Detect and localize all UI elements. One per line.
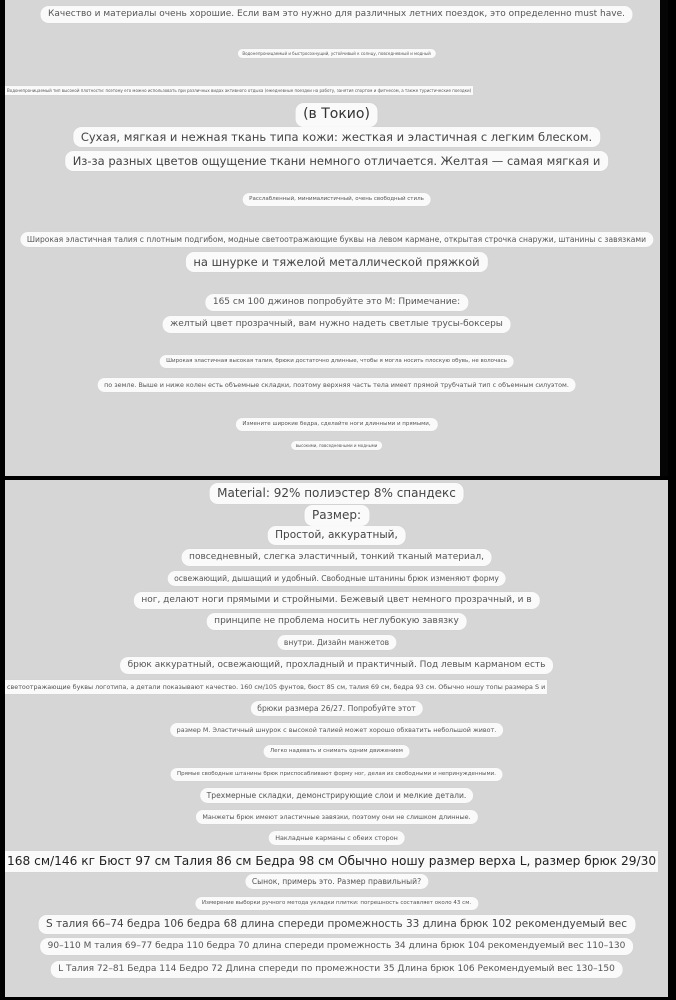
text-line: брюки размера 26/27. Попробуйте этот — [250, 701, 422, 716]
text-line: Широкая эластичная высокая талия, брюки достаточно длинные, чтобы я могла носить плоскую обувь, не волочась — [159, 355, 514, 368]
text-line: Качество и материалы очень хорошие. Если вам это нужно для различных летних поездок, это определенно must have. — [40, 6, 633, 23]
text-line: (в Токио) — [295, 103, 378, 127]
text-line: освежающий, дышащий и удобный. Свободные штанины брюк изменяют форму — [167, 571, 506, 586]
text-line: 90–110 М талия 69–77 бедра 110 бедра 70 длина спереди промежность 34 длина брюк 104 рекомендуемый вес 110–130 — [40, 938, 634, 955]
text-line: Накладные карманы с обеих сторон — [268, 831, 405, 845]
text-line: Сынок, примерь это. Размер правильный? — [245, 874, 428, 889]
text-line: Простой, аккуратный, — [267, 526, 406, 545]
text-line: Сухая, мягкая и нежная ткань типа кожи: жесткая и эластичная с легким блеском. — [73, 127, 600, 147]
text-line: ног, делают ноги прямыми и стройными. Бежевый цвет немного прозрачный, и в — [133, 592, 539, 609]
text-line: брюк аккуратный, освежающий, прохладный и практичный. Под левым карманом есть — [120, 657, 554, 674]
text-line: повседневный, слегка эластичный, тонкий тканый материал, — [181, 549, 492, 566]
text-line: L Талия 72–81 Бедра 114 Бедро 72 Длина спереди по промежности 35 Длина брюк 106 Рекомендуемый вес 130–150 — [50, 961, 623, 978]
text-line: Водонепроницаемый и быстросохнущий, устойчивый к солнцу, повседневный и модный — [237, 49, 435, 58]
text-line: внутри. Дизайн манжетов — [277, 635, 396, 650]
upper-text-panel — [5, 0, 668, 476]
text-line: Material: 92% полиэстер 8% спандекс — [209, 483, 464, 504]
text-line: желтый цвет прозрачный, вам нужно надеть светлые трусы-боксеры — [162, 316, 511, 333]
text-line: принципе не проблема носить неглубокую завязку — [206, 613, 467, 630]
text-line: светоотражающие буквы логотипа, а детали показывают качество. 160 см/105 фунтов, бюст 85 см, талия 69 см, бедра 93 см. Обычно ношу топы размера S и — [5, 680, 547, 694]
text-line: Манжеты брюк имеют эластичные завязки, поэтому они не слишком длинные. — [195, 810, 477, 824]
text-line: Размер: — [304, 505, 369, 526]
text-line: по земле. Выше и ниже колен есть объемные складки, поэтому верхняя часть тела имеет прямой трубчатый тип с объемным силуэтом. — [97, 378, 576, 392]
text-line: Из-за разных цветов ощущение ткани немного отличается. Желтая — самая мягкая и — [65, 151, 609, 171]
lower-text-panel — [5, 480, 668, 997]
text-line: Прямые свободные штанины брюк приспосабливают форму ног, делая их свободными и непринужденными. — [170, 768, 503, 781]
text-line: Водонепроницаемый тип высокой плотности: поэтому его можно использовать при различных видах активного отдыха (ежедневные поездки на работу, занятия спортом и фитнесом, а также туристические поездки) — [7, 88, 472, 93]
text-line: Широкая эластичная талия с плотным подгибом, модные светоотражающие буквы на левом кармане, открытая строчка снаружи, штанины с завязками — [20, 232, 653, 247]
text-line: Расслабленный, минималистичный, очень свободный стиль — [242, 193, 431, 206]
text-line: на шнурке и тяжелой металлической пряжкой — [185, 252, 487, 272]
text-line: Измерение выборки ручного метода укладки плитки: погрешность составляет около 43 см. — [195, 897, 478, 910]
dark-side-strip — [660, 0, 668, 476]
text-line: S талия 66–74 бедра 106 бедра 68 длина спереди промежность 33 длина брюк 102 рекомендуемый вес — [38, 915, 635, 934]
text-line: 168 см/146 кг Бюст 97 см Талия 86 см Бедра 98 см Обычно ношу размер верха L, размер брюк 29/30 — [5, 851, 658, 872]
text-line: Трехмерные складки, демонстрирующие слои и мелкие детали. — [200, 788, 474, 803]
text-line: Легко надевать и снимать одним движением — [263, 745, 410, 758]
text-line: размер М. Эластичный шнурок с высокой талией может хорошо обхватить небольшой живот. — [170, 723, 504, 737]
text-line: 165 см 100 джинов попробуйте это М: Примечание: — [205, 294, 468, 311]
text-line: высокими, повседневными и модными — [291, 441, 383, 450]
text-line: Измените широкие бедра, сделайте ноги длинными и прямыми, — [235, 418, 437, 431]
